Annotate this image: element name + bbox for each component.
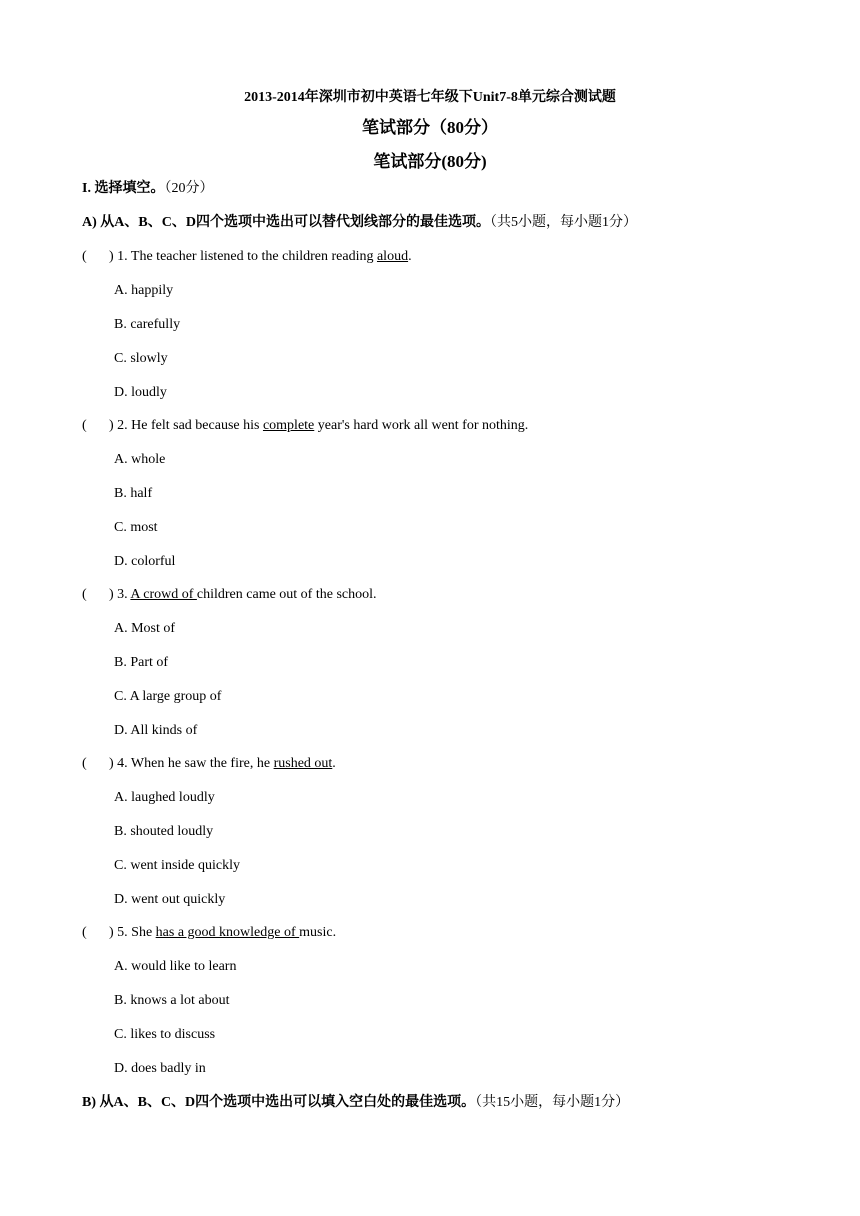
underlined-word: rushed out bbox=[273, 756, 333, 771]
option-b: B. knows a lot about bbox=[114, 993, 230, 1008]
option-a: A. Most of bbox=[114, 621, 176, 636]
option-d: D. went out quickly bbox=[114, 892, 226, 907]
answer-bracket[interactable]: ( bbox=[82, 925, 87, 940]
question-text-end: music. bbox=[299, 925, 337, 940]
option-a: A. happily bbox=[114, 283, 174, 298]
section-b-text: 从A、B、C、D四个选项中选出可以填入空白处的最佳选项。 bbox=[99, 1095, 476, 1110]
section-a-text: 从A、B、C、D四个选项中选出可以替代划线部分的最佳选项。 bbox=[100, 215, 490, 230]
section-b-label: B) bbox=[82, 1095, 96, 1110]
section-a-label: A) bbox=[82, 215, 97, 230]
section-heading-written-part-alt: 笔试部分(80分) bbox=[373, 152, 487, 171]
question-text-end: year's hard work all went for nothing. bbox=[314, 418, 529, 433]
document-title: 2013-2014年深圳市初中英语七年级下Unit7-8单元综合测试题 bbox=[244, 90, 616, 105]
option-c: C. A large group of bbox=[114, 689, 222, 704]
question-4 bbox=[82, 754, 336, 774]
underlined-word: complete bbox=[262, 418, 315, 433]
section-b-instruction bbox=[82, 1093, 629, 1113]
question-1 bbox=[82, 247, 412, 267]
question-text: ) 1. The teacher listened to the children reading bbox=[109, 249, 377, 264]
option-c: C. went inside quickly bbox=[114, 858, 240, 873]
section-heading-written-part: 笔试部分（80分） bbox=[362, 118, 498, 137]
option-c: C. likes to discuss bbox=[114, 1027, 216, 1042]
option-a: A. would like to learn bbox=[114, 959, 237, 974]
option-a: A. whole bbox=[114, 452, 166, 467]
underlined-word: has a good knowledge of bbox=[155, 925, 300, 940]
answer-bracket[interactable]: ( bbox=[82, 587, 87, 602]
part-one-label: I. bbox=[82, 181, 91, 196]
question-text: ) 2. He felt sad because his bbox=[109, 418, 263, 433]
underlined-word: A crowd of bbox=[130, 587, 197, 602]
option-d: D. loudly bbox=[114, 385, 167, 400]
question-text: ) 5. She bbox=[109, 925, 156, 940]
part-one-title: 选择填空。 bbox=[94, 181, 165, 196]
answer-bracket[interactable]: ( bbox=[82, 249, 87, 264]
option-d: D. does badly in bbox=[114, 1061, 206, 1076]
section-b-note: （共15小题，每小题1分） bbox=[475, 1095, 630, 1110]
question-text: ) 3. bbox=[109, 587, 131, 602]
option-b: B. carefully bbox=[114, 317, 181, 332]
answer-bracket[interactable]: ( bbox=[82, 756, 87, 771]
question-3 bbox=[82, 585, 377, 605]
option-d: D. colorful bbox=[114, 554, 176, 569]
question-text-end: . bbox=[332, 756, 336, 771]
option-a: A. laughed loudly bbox=[114, 790, 215, 805]
question-2 bbox=[82, 416, 528, 436]
option-d: D. All kinds of bbox=[114, 723, 198, 738]
section-a-note: （共5小题，每小题1分） bbox=[489, 215, 637, 230]
answer-bracket[interactable]: ( bbox=[82, 418, 87, 433]
part-one-score: （20分） bbox=[164, 181, 214, 196]
option-b: B. Part of bbox=[114, 655, 169, 670]
question-text-end: children came out of the school. bbox=[196, 587, 377, 602]
option-b: B. shouted loudly bbox=[114, 824, 214, 839]
question-text: ) 4. When he saw the fire, he bbox=[109, 756, 274, 771]
question-5 bbox=[82, 923, 336, 943]
option-c: C. most bbox=[114, 520, 158, 535]
option-c: C. slowly bbox=[114, 351, 168, 366]
option-b: B. half bbox=[114, 486, 153, 501]
underlined-word: aloud bbox=[376, 249, 409, 264]
part-one-heading bbox=[82, 179, 213, 199]
section-a-instruction bbox=[82, 213, 637, 233]
question-text-end: . bbox=[408, 249, 412, 264]
